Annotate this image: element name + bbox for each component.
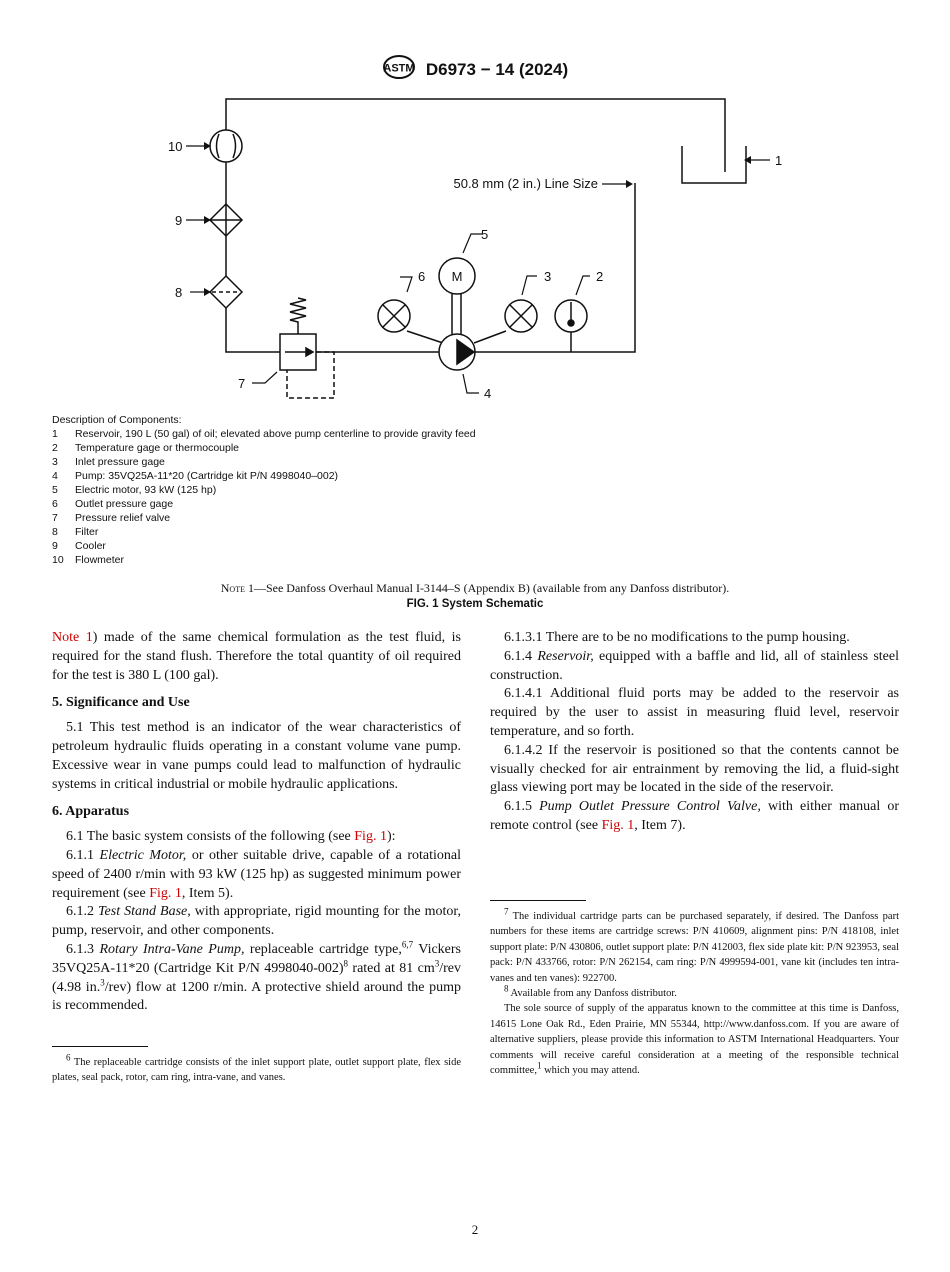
footnote-left (52, 1046, 461, 1086)
paragraph: 6.1.3.1 There are to be no modifications to the pump housing. (504, 630, 850, 645)
pressure-relief-valve-icon (280, 298, 334, 398)
filter-icon (210, 276, 242, 308)
svg-text:ASTM: ASTM (383, 62, 415, 75)
footnote-divider (490, 900, 586, 901)
component-row: 5 Electric motor, 93 kW (125 hp) (52, 484, 217, 496)
component-row: 9 Cooler (52, 540, 106, 552)
paragraph: 6.1.1 Electric Motor, or other suitable drive, capable of a rotational speed of 2400 r/min with 93 kW (125 hp) as suggested minimum power requirement (see Fig. 1, Item 5). (52, 847, 461, 901)
label-6: 6 (418, 269, 426, 284)
footnote: The sole source of supply of the apparatus known to the committee at this time is Danfoss, 14615 Lone Oak Rd., Eden Prairie, MN 55344, http://www.danfoss.com. If you are aware of alternative suppliers, please provide this information to ASTM International Headquarters. Your comments will receive careful consideration at a meeting of the responsible technical committee,$^1$ which you may attend. (490, 1003, 899, 1077)
paragraph: 5.1 This test method is an indicator of the wear characteristics of petroleum hydraulic fluids operating in a constant volume vane pump. Excessive wear in vane pumps could lead to malfunction of hydraulic systems in critical industrial or mobile hydraulic applications. (52, 720, 461, 792)
label-3: 3 (544, 269, 552, 284)
temperature-gage-icon (555, 300, 587, 332)
component-row: 10 Flowmeter (52, 554, 125, 566)
component-row: 3 Inlet pressure gage (52, 456, 165, 468)
component-row: 1 Reservoir, 190 L (50 gal) of oil; elevated above pump centerline to provide gravity feed (52, 428, 476, 440)
paragraph: 6.1.4 Reservoir, equipped with a baffle and lid, all of stainless steel construction. (490, 648, 899, 683)
paragraph: 6.1.4.1 Additional fluid ports may be added to the reservoir as required by the user to assist in measuring fluid level, reservoir temperature, and so forth. (490, 686, 899, 739)
figure-caption: FIG. 1 System Schematic (406, 598, 544, 610)
footnotes-right (490, 900, 899, 1078)
label-5: 5 (481, 227, 489, 242)
paragraph: 6.1.3 Rotary Intra-Vane Pump, replaceable cartridge type,$^{6,7}$ Vickers 35VQ25A-11*20 (Cartridge Kit P/N 4998040-002)$^8$ rated at 81 $cm^3$/rev (4.98 in.$^3$/rev) flow at 1200 r/min. A protective shield around the pump is recommended. (52, 939, 461, 1014)
left-column (52, 629, 461, 1016)
label-1: 1 (775, 153, 783, 168)
outlet-pressure-gage-icon (378, 300, 410, 332)
footnote: $^7$ The individual cartridge parts can be purchased separately, if desired. The Danfoss part numbers for these items are cartridge screws: P/N 410609, alignment pins: P/N 418108, inlet support plate: P/N 430806, outlet support plate: P/N 412003, flex side plate kit: P/N 923953, seal pack: P/N 433766, rotor: P/N 262154, cam ring: P/N 4999594-001, vane kit (includes ten intra-vanes and ten vanes): 922700. (490, 906, 899, 984)
description-title: Description of Components: (52, 414, 182, 426)
fig-link[interactable]: Fig. 1 (354, 829, 387, 845)
footnote: $^6$ The replaceable cartridge consists of the inlet support plate, outlet support plate, flex side plates, seal pack, rotor, cam ring, intra-vane, and vanes. (52, 1052, 461, 1084)
cooler-icon (210, 204, 242, 236)
page-number: 2 (471, 1222, 479, 1237)
label-9: 9 (175, 213, 183, 228)
right-column (490, 629, 899, 836)
motor-symbol-label: M (451, 269, 463, 284)
footnote: $^8$ Available from any Danfoss distributor. (504, 983, 677, 1000)
section-heading: 6. Apparatus (52, 804, 130, 820)
inlet-pressure-gage-icon (505, 300, 537, 332)
system-schematic (0, 0, 950, 410)
component-row: 8 Filter (52, 526, 99, 538)
component-row: 4 Pump: 35VQ25A-11*20 (Cartridge kit P/N 4998040–002) (52, 470, 339, 482)
component-row: 7 Pressure relief valve (52, 512, 171, 524)
fig-link[interactable]: Fig. 1 (601, 817, 635, 833)
fig-link[interactable]: Fig. 1 (149, 885, 182, 901)
designation: D6973 − 14 (2024) (425, 59, 569, 79)
section-heading: 5. Significance and Use (52, 695, 190, 711)
figure-note: Note 1—See Danfoss Overhaul Manual I-3144–S (Appendix B) (available from any Danfoss distributor). (220, 581, 730, 595)
line-size-label: 50.8 mm (2 in.) Line Size (453, 176, 598, 191)
paragraph: 6.1 The basic system consists of the following (see Fig. 1): (66, 829, 396, 845)
label-7: 7 (238, 376, 246, 391)
paragraph: 6.1.2 Test Stand Base, with appropriate, rigid mounting for the motor, pump, reservoir, and other components. (52, 904, 462, 939)
note-link[interactable]: Note 1 (52, 630, 93, 645)
electric-motor-icon (439, 258, 475, 294)
paragraph: 6.1.4.2 If the reservoir is positioned so that the contents cannot be visually checked for air entrainment by removing the lid, a fluid-sight glass viewing port may be located in the side of the reservoir. (490, 742, 899, 796)
label-8: 8 (175, 285, 183, 300)
label-4: 4 (484, 386, 492, 401)
flowmeter-icon (210, 130, 242, 162)
footnote-divider (52, 1046, 148, 1047)
paragraph: 6.1.5 Pump Outlet Pressure Control Valve, with either manual or remote control (see Fig. 1, Item 7). (490, 799, 899, 833)
component-row: 2 Temperature gage or thermocouple (52, 442, 240, 454)
label-2: 2 (596, 269, 604, 284)
paragraph: Note 1) made of the same chemical formulation as the test fluid, is required for the stand flush. Therefore the total quantity of oil required for the test is 380 L (100 gal). (52, 630, 461, 683)
label-10: 10 (168, 139, 183, 154)
component-row: 6 Outlet pressure gage (52, 498, 174, 510)
pump-icon (439, 334, 475, 370)
component-description (52, 413, 476, 567)
